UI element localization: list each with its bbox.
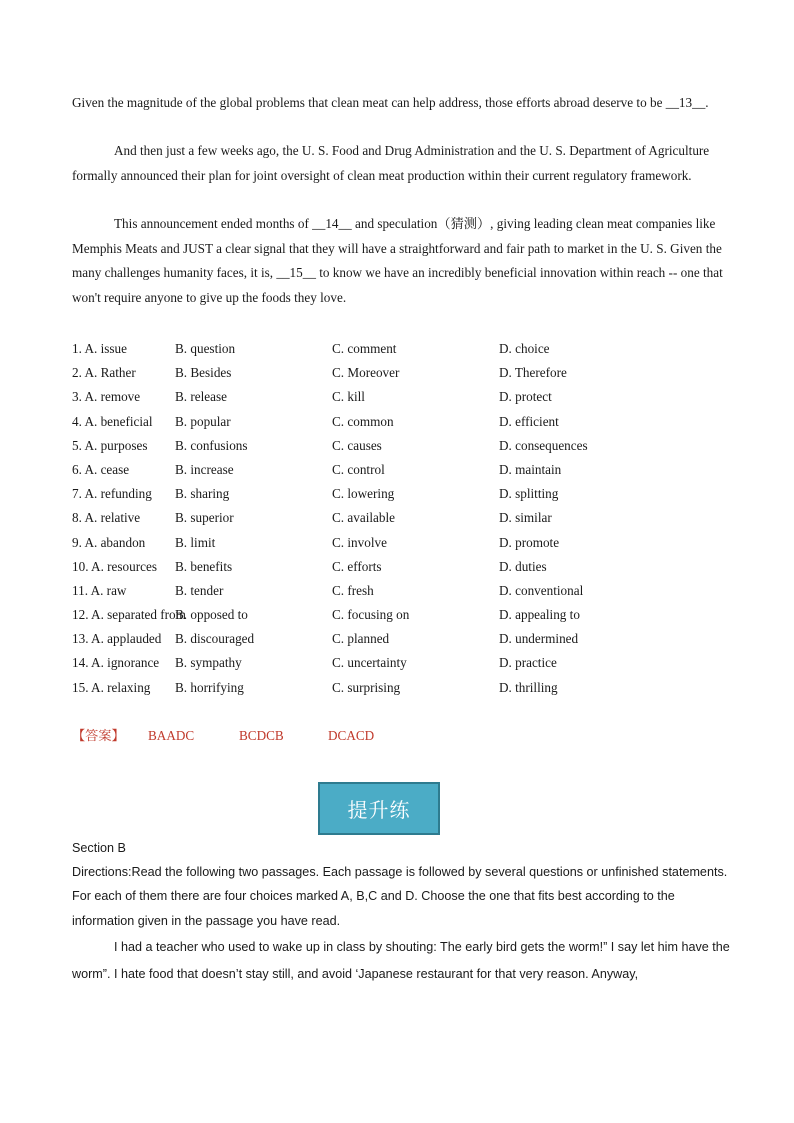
option-b: B. confusions bbox=[175, 437, 248, 453]
option-a: 5. A. purposes bbox=[72, 437, 148, 453]
option-d: D. efficient bbox=[499, 413, 559, 429]
option-a: 4. A. beneficial bbox=[72, 413, 153, 429]
option-d: D. conventional bbox=[499, 582, 584, 598]
option-a: 9. A. abandon bbox=[72, 534, 146, 550]
option-row bbox=[72, 676, 732, 700]
option-d: D. choice bbox=[499, 341, 550, 356]
option-a: 2. A. Rather bbox=[72, 365, 136, 381]
option-d: D. Therefore bbox=[499, 365, 567, 381]
option-row bbox=[72, 361, 732, 385]
answer-group-3: DCACD bbox=[328, 728, 375, 743]
option-a: 15. A. relaxing bbox=[72, 679, 151, 695]
option-d: D. undermined bbox=[499, 631, 579, 647]
option-d: D. practice bbox=[499, 655, 557, 671]
section-directions: Directions:Read the following two passages. Each passage is followed by several questions or unfinished statements. For each of them there are four choices marked A, B,C and D. Choose the one that fits best according to the information given in the passage you have read. bbox=[72, 865, 728, 928]
option-b: B. horrifying bbox=[175, 679, 244, 695]
option-b: B. discouraged bbox=[175, 631, 255, 647]
option-row bbox=[72, 337, 732, 361]
option-b: B. sympathy bbox=[175, 655, 242, 671]
option-c: C. surprising bbox=[332, 679, 401, 695]
option-row bbox=[72, 651, 732, 675]
options-list bbox=[72, 337, 732, 700]
passage-paragraph-3: This announcement ended months of __14__ and speculation（猜测）, giving leading clean meat companies like Memphis Meats and JUST a clear signal that they will have a straightforward and fair path to market in the U. S. Given the many challenges humanity faces, it is, __15__ to know we have an incredibly beneficial innovation within reach -- one that won't require anyone to give up the foods they love. bbox=[72, 216, 723, 305]
option-c: C. involve bbox=[332, 534, 387, 550]
option-d: D. consequences bbox=[499, 437, 588, 453]
option-b: B. superior bbox=[175, 510, 234, 526]
option-d: D. protect bbox=[499, 389, 552, 405]
option-c: C. fresh bbox=[332, 582, 374, 598]
answer-group-2: BCDCB bbox=[239, 728, 284, 743]
option-c: C. efforts bbox=[332, 558, 382, 574]
option-c: C. control bbox=[332, 461, 385, 477]
option-row bbox=[72, 506, 732, 530]
passage-paragraph-2: And then just a few weeks ago, the U. S. Food and Drug Administration and the U. S. Department of Agriculture formally announced their plan for joint oversight of clean meat production within their current regulatory framework. bbox=[72, 143, 710, 183]
option-a: 12. A. separated from bbox=[72, 607, 186, 623]
option-row bbox=[72, 410, 732, 434]
option-a: 13. A. applauded bbox=[72, 631, 162, 647]
section-badge: 提升练 bbox=[318, 782, 440, 835]
option-a: 8. A. relative bbox=[72, 510, 141, 526]
answer-label: 【答案】 bbox=[72, 728, 125, 743]
option-b: B. tender bbox=[175, 582, 224, 598]
option-a: 10. A. resources bbox=[72, 558, 157, 574]
option-c: C. focusing on bbox=[332, 607, 410, 623]
option-d: D. appealing to bbox=[499, 607, 580, 623]
option-d: D. maintain bbox=[499, 461, 562, 477]
option-a: 3. A. remove bbox=[72, 389, 141, 405]
option-d: D. splitting bbox=[499, 486, 559, 502]
option-c: C. kill bbox=[332, 389, 365, 405]
option-b: B. release bbox=[175, 389, 227, 405]
option-row bbox=[72, 627, 732, 651]
section-paragraph-1: I had a teacher who used to wake up in class by shouting: The early bird gets the worm!” I say let him have the worm”. I hate food that doesn’t stay still, and avoid ‘Japanese restaurant for that very reason. Anyway, bbox=[72, 940, 730, 981]
option-b: B. increase bbox=[175, 461, 234, 477]
option-row bbox=[72, 385, 732, 409]
option-c: C. uncertainty bbox=[332, 655, 407, 671]
option-a: 1. A. issue bbox=[72, 341, 127, 356]
option-row bbox=[72, 531, 732, 555]
option-row bbox=[72, 579, 732, 603]
option-b: B. sharing bbox=[175, 486, 230, 502]
option-c: C. causes bbox=[332, 437, 382, 453]
option-a: 11. A. raw bbox=[72, 582, 127, 598]
option-a: 6. A. cease bbox=[72, 461, 130, 477]
option-row bbox=[72, 603, 732, 627]
answer-group-1: BAADC bbox=[148, 728, 195, 743]
option-d: D. duties bbox=[499, 558, 547, 574]
option-d: D. thrilling bbox=[499, 679, 558, 695]
option-b: B. benefits bbox=[175, 558, 233, 574]
option-row bbox=[72, 555, 732, 579]
option-a: 14. A. ignorance bbox=[72, 655, 160, 671]
section-title: Section B bbox=[72, 841, 126, 855]
option-b: B. limit bbox=[175, 534, 216, 550]
option-b: B. question bbox=[175, 341, 236, 356]
option-d: D. promote bbox=[499, 534, 560, 550]
option-b: B. opposed to bbox=[175, 607, 248, 623]
option-a: 7. A. refunding bbox=[72, 486, 152, 502]
option-c: C. lowering bbox=[332, 486, 395, 502]
option-c: C. Moreover bbox=[332, 365, 400, 381]
option-row bbox=[72, 458, 732, 482]
option-c: C. planned bbox=[332, 631, 390, 647]
option-c: C. common bbox=[332, 413, 394, 429]
option-row bbox=[72, 434, 732, 458]
option-c: C. comment bbox=[332, 341, 397, 356]
option-c: C. available bbox=[332, 510, 395, 526]
option-b: B. Besides bbox=[175, 365, 232, 381]
option-row bbox=[72, 482, 732, 506]
option-b: B. popular bbox=[175, 413, 231, 429]
passage-paragraph-1: Given the magnitude of the global problems that clean meat can help address, those efforts abroad deserve to be __13__. bbox=[72, 95, 709, 110]
option-d: D. similar bbox=[499, 510, 552, 526]
